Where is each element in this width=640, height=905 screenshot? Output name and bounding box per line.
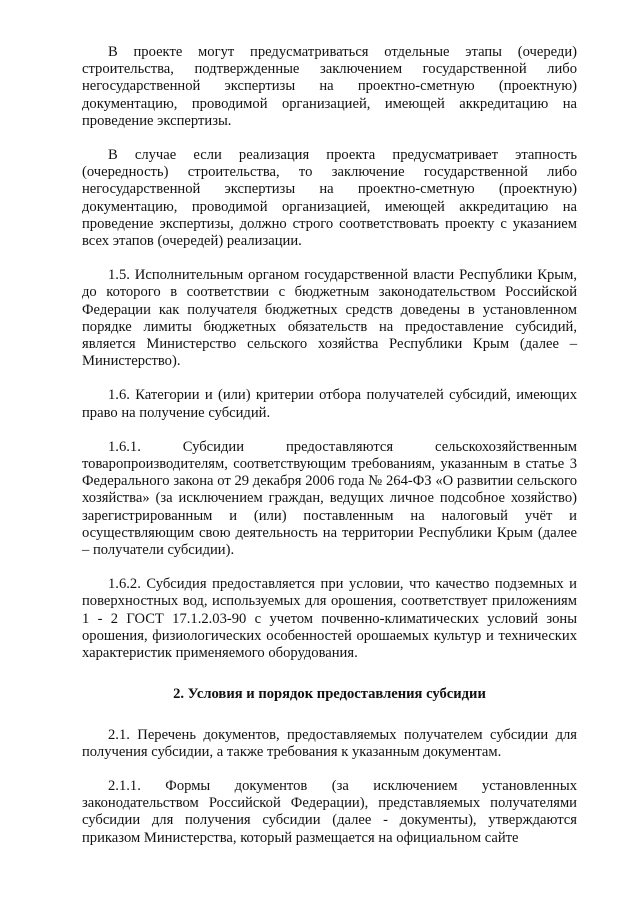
paragraph-stage-expertise: В случае если реализация проекта предусматривает этапность (очередность) строительства, то заключение государственной либо негосударственной экспертизы на проектно-сметную (проектную) документацию, проводимой организацией, имеющей аккредитацию на проведение экспертизы, должно строго соответствовать проекту с указанием всех этапов (очередей) реализации.	[82, 147, 577, 250]
paragraph-1-6: 1.6. Категории и (или) критерии отбора получателей субсидий, имеющих право на получение субсидий.	[82, 387, 577, 421]
paragraph-2-1-1: 2.1.1. Формы документов (за исключением установленных законодательством Российской Федерации), представляемых получателями субсидии для получения субсидии (далее - документы), утверждаются приказом Министерства, который размещается на официальном сайте	[82, 777, 577, 846]
paragraph-stages: В проекте могут предусматриваться отдельные этапы (очереди) строительства, подтвержденные заключением государственной либо негосударственной экспертизы на проектно-сметную (проектную) документацию, проводимой организацией, имеющей аккредитацию на проведение экспертизы.	[82, 44, 577, 129]
paragraph-1-5: 1.5. Исполнительным органом государственной власти Республики Крым, до которого в соответствии с бюджетным законодательством Российской Федерации как получателя бюджетных средств доведены в установленном порядке лимиты бюджетных обязательств на предоставление субсидий, является Министерство сельского хозяйства Республики Крым (далее – Министерство).	[82, 267, 577, 370]
paragraph-1-6-1: 1.6.1. Субсидии предоставляются сельскохозяйственным товаропроизводителям, соответствующим требованиям, указанным в статье 3 Федерального закона от 29 декабря 2006 года № 264-ФЗ «О развитии сельского хозяйства» (за исключением граждан, ведущих личное подсобное хозяйство) зарегистрированным и (или) поставленным на налоговый учёт и осуществляющим свою деятельность на территории Республики Крым (далее – получатели субсидии).	[82, 438, 577, 559]
paragraph-1-6-2: 1.6.2. Субсидия предоставляется при условии, что качество подземных и поверхностных вод, используемых для орошения, соответствует приложениям 1 - 2 ГОСТ 17.1.2.03-90 с учетом почвенно-климатических условий зоны орошения, физиологических особенностей орошаемых культур и технических характеристик применяемого оборудования.	[82, 576, 577, 662]
section-heading: 2. Условия и порядок предоставления субсидии	[173, 686, 486, 703]
paragraph-2-1: 2.1. Перечень документов, предоставляемых получателем субсидии для получения субсидии, а также требования к указанным документам.	[82, 726, 577, 760]
